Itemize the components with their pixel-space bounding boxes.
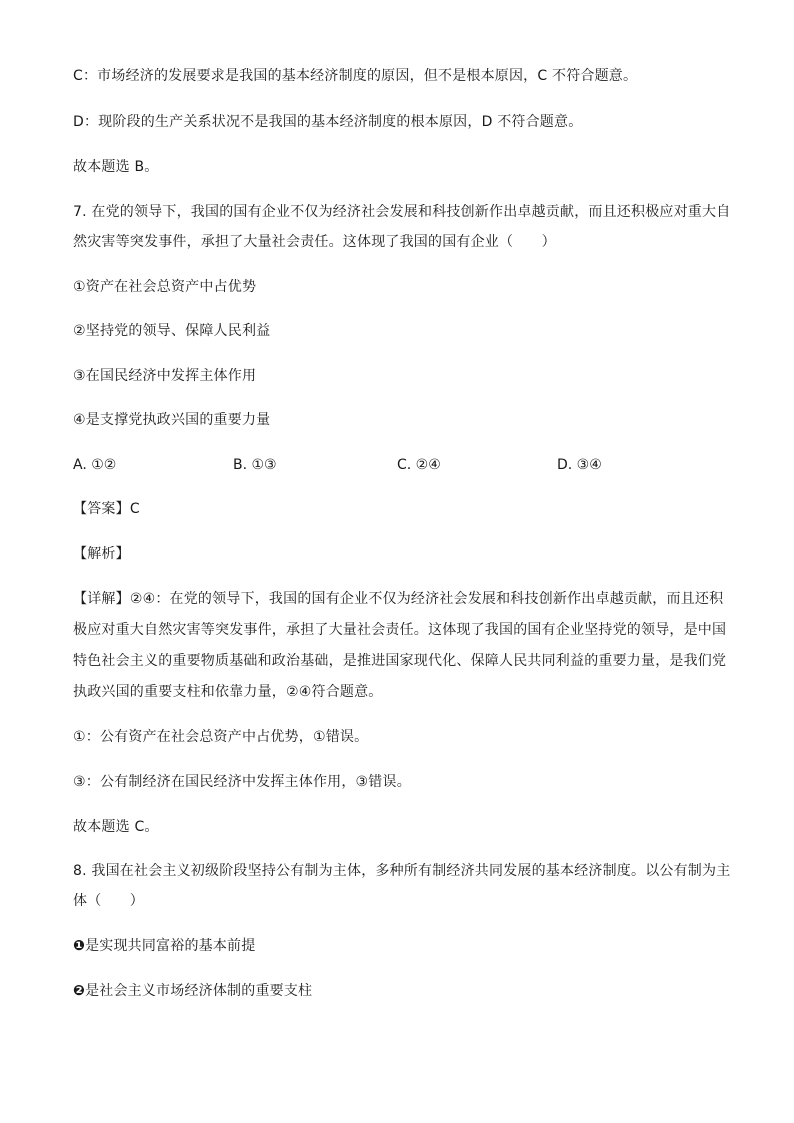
q7-detail-line-2: 极应对重大自然灾害等突发事件，承担了大量社会责任。这体现了我国的国有企业坚持党的领导，是中国	[73, 622, 727, 638]
q7-item-3: ③在国民经济中发挥主体作用	[73, 368, 257, 384]
q7-option-b: B. ①③	[233, 457, 277, 473]
analysis-tag: 【解析】	[73, 546, 130, 562]
prev-conclusion: 故本题选 B。	[73, 159, 159, 175]
q7-item-4: ④是支撑党执政兴国的重要力量	[73, 412, 271, 428]
q8-stem-line-2: 体（ ）	[73, 893, 144, 909]
q7-item-2: ②坚持党的领导、保障人民利益	[73, 323, 271, 339]
q7-item-1: ①资产在社会总资产中占优势	[73, 279, 257, 295]
answer-value: C	[129, 501, 140, 517]
q7-wrong-item-1: ①：公有资产在社会总资产中占优势，①错误。	[73, 729, 369, 745]
q7-answer-row	[73, 499, 140, 519]
q8-item-2	[73, 981, 312, 1001]
q8-item-1	[73, 936, 255, 956]
answer-tag: 【答案】	[73, 501, 130, 517]
q7-detail-line-4: 执政兴国的重要支柱和依靠力量，②④符合题意。	[73, 684, 383, 700]
q8-item-1-number: ❶	[73, 938, 86, 954]
q7-stem-line-1: 7. 在党的领导下，我国的国有企业不仅为经济社会发展和科技创新作出卓越贡献，而且还积极应对重大自	[73, 204, 731, 220]
q7-detail-line-3: 特色社会主义的重要物质基础和政治基础，是推进国家现代化、保障人民共同利益的重要力量，是我们党	[73, 653, 727, 669]
q8-item-1-text: 是实现共同富裕的基本前提	[85, 938, 256, 954]
q8-stem-line-1: 8. 我国在社会主义初级阶段坚持公有制为主体，多种所有制经济共同发展的基本经济制度。以公有制为主	[73, 863, 731, 879]
q7-option-a: A. ①②	[73, 457, 117, 473]
q7-detail-line-1	[73, 589, 723, 609]
q8-item-2-text: 是社会主义市场经济体制的重要支柱	[85, 983, 313, 999]
q7-option-c: C. ②④	[397, 457, 441, 473]
q8-item-2-number: ❷	[73, 983, 86, 999]
detail-text-1: ②④：在党的领导下，我国的国有企业不仅为经济社会发展和科技创新作出卓越贡献，而且还积	[129, 591, 724, 607]
detail-tag: 【详解】	[73, 591, 130, 607]
q7-conclusion: 故本题选 C。	[73, 819, 159, 835]
q7-option-d: D. ③④	[557, 457, 602, 473]
prev-option-d-explanation: D：现阶段的生产关系状况不是我国的基本经济制度的根本原因，D 不符合题意。	[73, 114, 583, 130]
q7-stem-line-2: 然灾害等突发事件，承担了大量社会责任。这体现了我国的国有企业（ ）	[73, 234, 556, 250]
q7-wrong-item-3: ③：公有制经济在国民经济中发挥主体作用，③错误。	[73, 774, 411, 790]
prev-option-c-explanation: C：市场经济的发展要求是我国的基本经济制度的原因，但不是根本原因，C 不符合题意。	[73, 68, 638, 84]
